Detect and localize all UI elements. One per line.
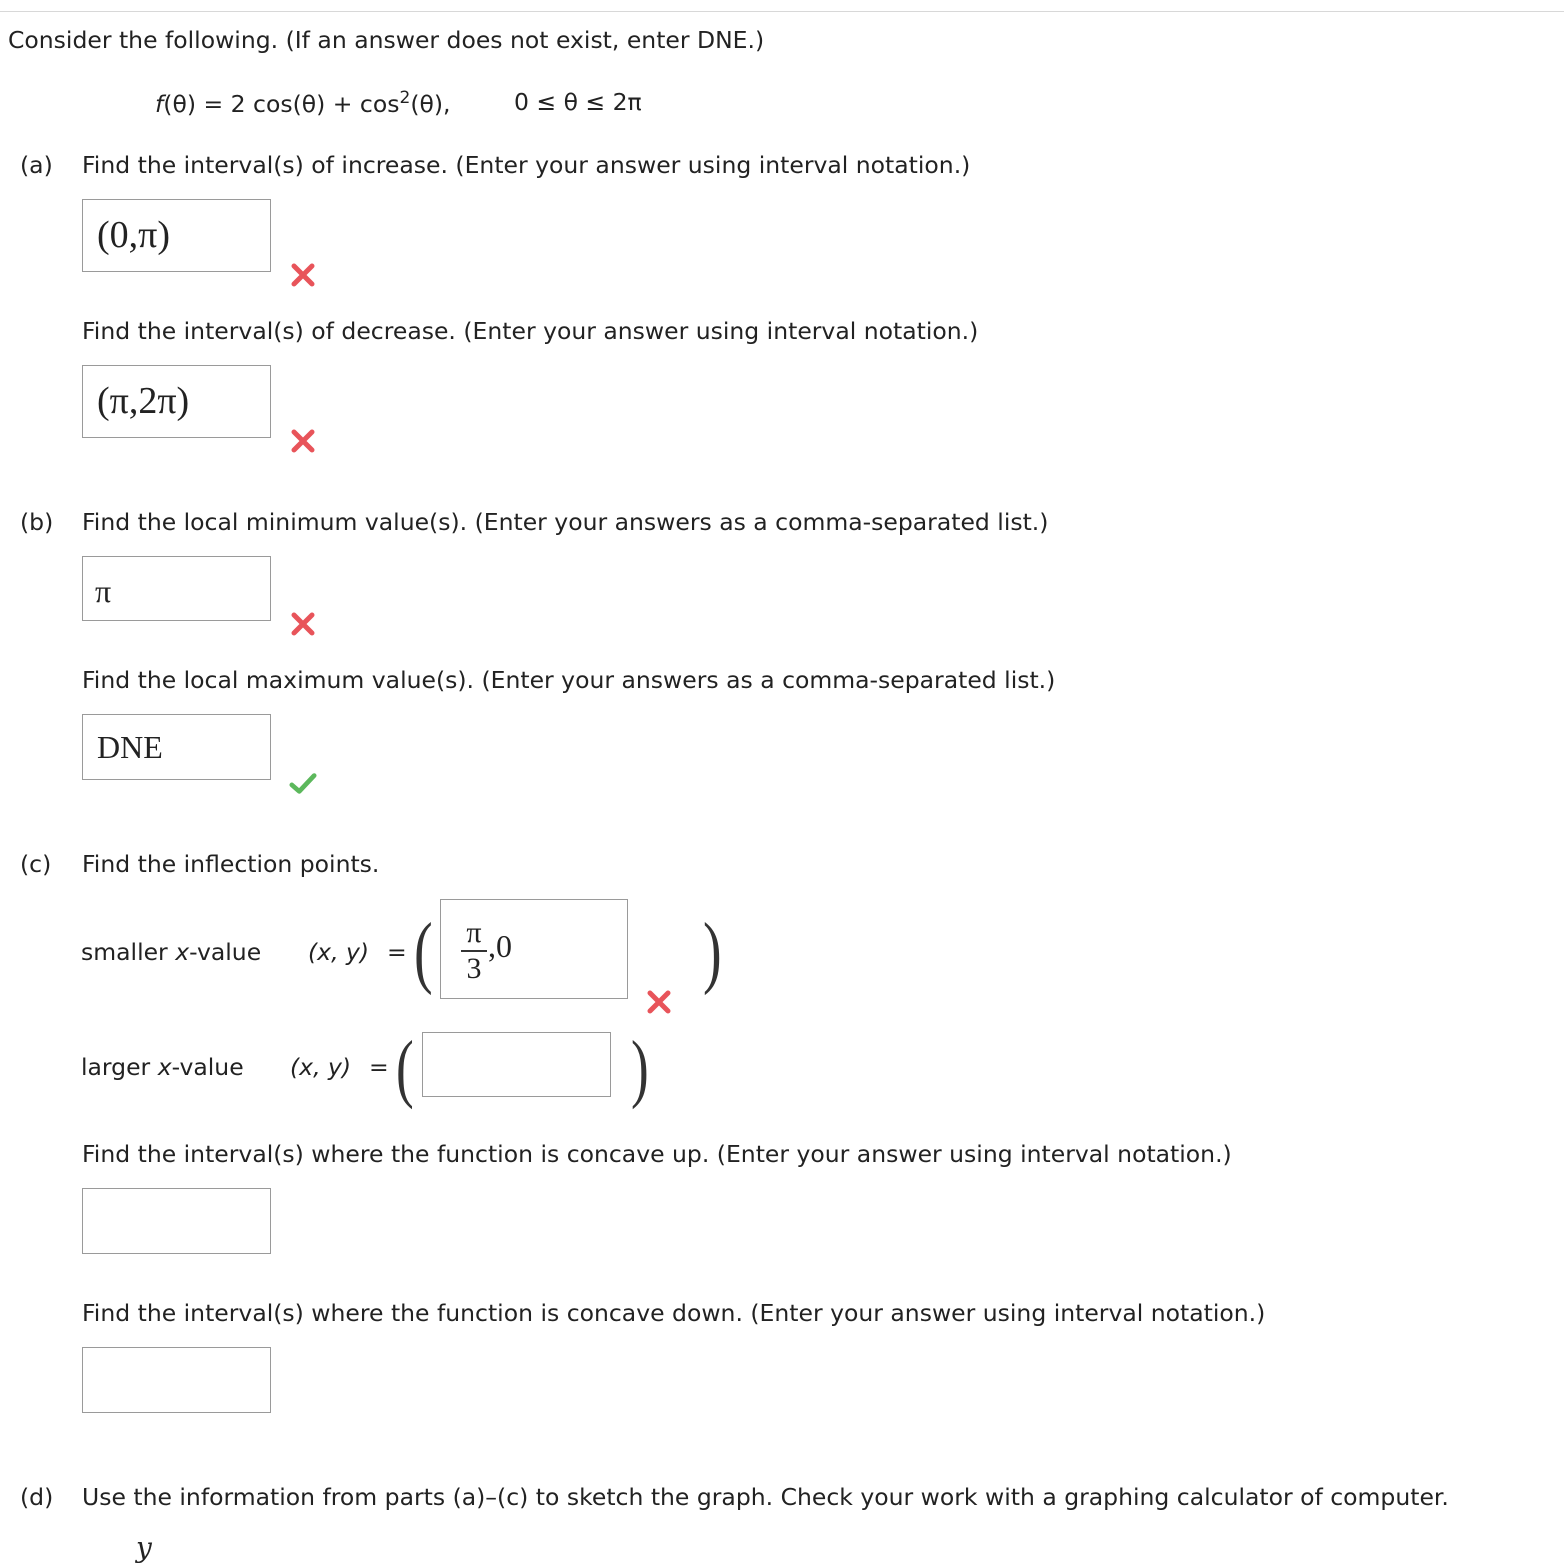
larger-inflection-field[interactable] (422, 1032, 611, 1097)
smaller-inflection-rest: ,0 (488, 928, 512, 964)
top-divider (0, 11, 1564, 12)
part-d-text: Use the information from parts (a)–(c) to sketch the graph. Check your work with a graphing calculator of computer. (82, 1483, 1449, 1511)
part-d-label: (d) (20, 1483, 54, 1511)
function-name: f (155, 89, 164, 118)
local-min-answer-value: π (95, 573, 112, 609)
fraction-pi-over-3: π 3 (461, 918, 487, 984)
local-min-answer-field[interactable] (82, 556, 271, 621)
graph-y-axis-label: y (136, 1531, 152, 1564)
left-paren: ( (414, 908, 433, 996)
intro-text: Consider the following. (If an answer does not exist, enter DNE.) (8, 26, 765, 54)
smaller-x-label: smaller x-value (81, 938, 262, 966)
function-exponent: 2 (399, 88, 411, 108)
decrease-answer-field[interactable] (82, 365, 271, 438)
increase-answer-field[interactable] (82, 199, 271, 272)
local-max-answer-value: DNE (97, 729, 163, 765)
concave-down-answer-field[interactable] (82, 1347, 271, 1413)
left-paren: ( (396, 1026, 414, 1110)
concave-up-answer-field[interactable] (82, 1188, 271, 1254)
decrease-answer-value: (π,2π) (97, 380, 190, 422)
right-paren: ) (631, 1026, 649, 1110)
function-domain: 0 ≤ θ ≤ 2π (514, 88, 642, 116)
question-concave-down: Find the interval(s) where the function is concave down. (Enter your answer using interval notation.) (82, 1299, 1266, 1327)
question-concave-up: Find the interval(s) where the function is concave up. (Enter your answer using interval notation.) (82, 1140, 1232, 1168)
larger-xy-label: (x, y) (290, 1053, 352, 1081)
function-definition (155, 88, 451, 118)
increase-answer-value: (0,π) (97, 214, 170, 256)
function-close: (θ), (410, 89, 451, 118)
check-mark-icon (289, 769, 317, 797)
smaller-inflection-field[interactable] (440, 899, 628, 999)
question-increase: Find the interval(s) of increase. (Enter your answer using interval notation.) (82, 151, 971, 179)
part-c-label: (c) (20, 850, 52, 878)
x-mark-icon (289, 427, 317, 455)
function-body: (θ) = 2 cos(θ) + cos (163, 89, 400, 118)
part-a-label: (a) (20, 151, 53, 179)
smaller-xy-label: (x, y) (308, 938, 370, 966)
x-mark-icon (645, 988, 673, 1016)
question-decrease: Find the interval(s) of decrease. (Enter your answer using interval notation.) (82, 317, 979, 345)
question-inflection: Find the inflection points. (82, 850, 380, 878)
right-paren: ) (703, 908, 722, 996)
question-local-min: Find the local minimum value(s). (Enter your answers as a comma-separated list.) (82, 508, 1049, 536)
part-b-label: (b) (20, 508, 54, 536)
question-local-max: Find the local maximum value(s). (Enter your answers as a comma-separated list.) (82, 666, 1056, 694)
x-mark-icon (289, 261, 317, 289)
x-mark-icon (289, 610, 317, 638)
smaller-equals: = (387, 938, 407, 966)
larger-equals: = (369, 1053, 389, 1081)
larger-x-label: larger x-value (81, 1053, 244, 1081)
local-max-answer-field[interactable] (82, 714, 271, 780)
